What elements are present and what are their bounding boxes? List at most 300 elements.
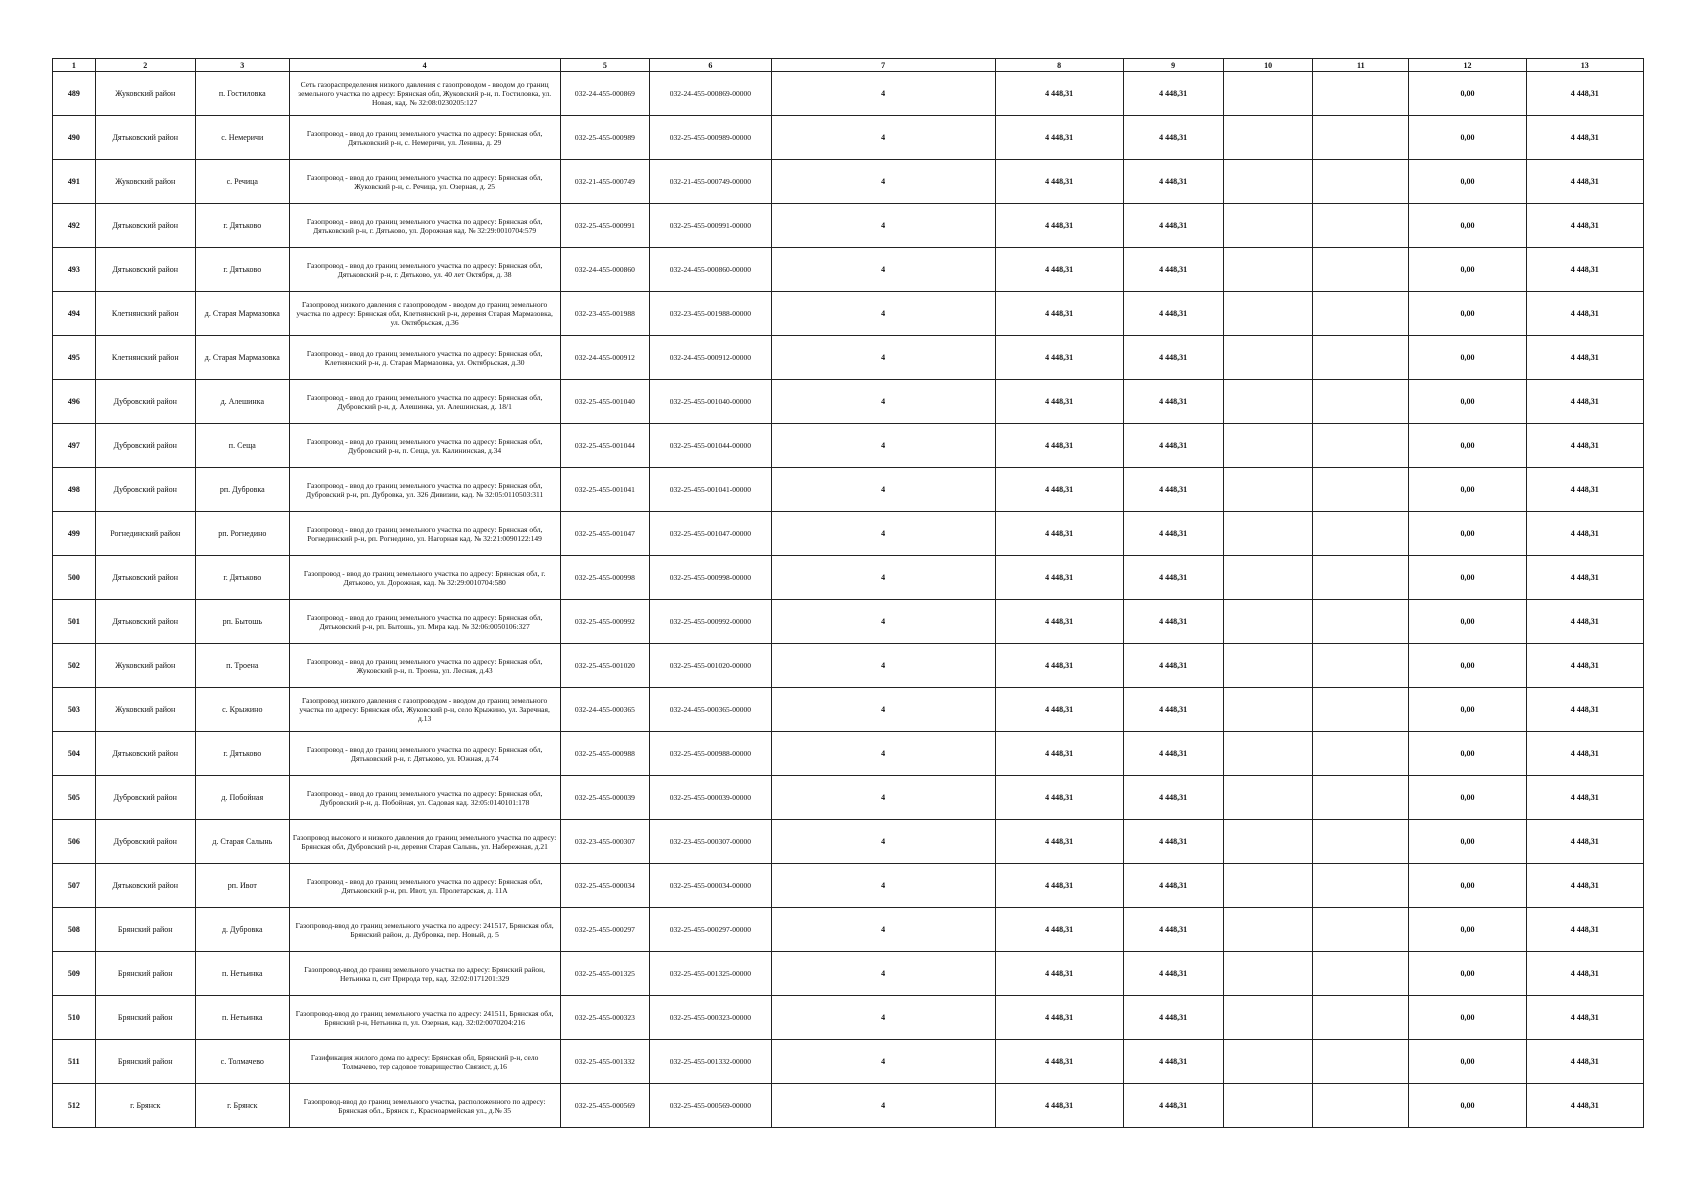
locality-cell: рп. Рогнедино [195,512,289,556]
amount-total-cell: 4 448,31 [1123,248,1223,292]
amount-cell: 4 448,31 [995,864,1123,908]
object-description-cell: Газопровод - ввод до границ земельного участка по адресу: Брянская обл, Дубровский р-н, д. Побойная, ул. Садовая кад. 32:05:0140101:178 [289,776,560,820]
table-row [53,468,1644,512]
col13-cell: 4 448,31 [1526,468,1643,512]
col11-cell [1313,336,1409,380]
row-number: 504 [53,732,96,776]
object-full-code-cell: 032-24-455-000860-00000 [650,248,772,292]
header-row [53,59,1644,72]
locality-cell: г. Брянск [195,1084,289,1128]
district-cell: Жуковский район [95,160,195,204]
col11-cell [1313,1084,1409,1128]
col13-cell: 4 448,31 [1526,732,1643,776]
object-code-cell: 032-25-455-000991 [560,204,650,248]
locality-cell: с. Толмачево [195,1040,289,1084]
row-number: 512 [53,1084,96,1128]
table-row [53,952,1644,996]
object-code-cell: 032-25-455-000039 [560,776,650,820]
amount-total-cell: 4 448,31 [1123,556,1223,600]
object-code-cell: 032-24-455-000912 [560,336,650,380]
amount-cell: 4 448,31 [995,292,1123,336]
object-full-code-cell: 032-23-455-001988-00000 [650,292,772,336]
district-cell: Дятьковский район [95,732,195,776]
col-header-12: 12 [1409,59,1526,72]
col10-cell [1223,336,1313,380]
locality-cell: д. Старая Мармазовка [195,336,289,380]
object-description-cell: Газопровод низкого давления с газопроводом - вводом до границ земельного участка по адресу: Брянская обл, Клетнянский р-н, деревня Старая Мармазовка, ул. Октябрьская, д.36 [289,292,560,336]
col12-cell: 0,00 [1409,160,1526,204]
col10-cell [1223,732,1313,776]
object-description-cell: Газопровод - ввод до границ земельного участка по адресу: Брянская обл, Жуковский р-н, п. Троена, ул. Лесная, д.43 [289,644,560,688]
table-row [53,1040,1644,1084]
col11-cell [1313,512,1409,556]
col7-cell: 4 [771,644,995,688]
district-cell: Дятьковский район [95,116,195,160]
district-cell: Брянский район [95,996,195,1040]
col-header-2: 2 [95,59,195,72]
object-description-cell: Газификация жилого дома по адресу: Брянская обл, Брянский р-н, село Толмачево, тер садовое товарищество Связист, д.16 [289,1040,560,1084]
district-cell: Жуковский район [95,644,195,688]
col7-cell: 4 [771,204,995,248]
locality-cell: д. Алешинка [195,380,289,424]
object-description-cell: Газопровод-ввод до границ земельного участка по адресу: 241511, Брянская обл, Брянский р-н, Нетьинка п, ул. Озерная, кад. 32:02:0070204:216 [289,996,560,1040]
col12-cell: 0,00 [1409,292,1526,336]
amount-total-cell: 4 448,31 [1123,512,1223,556]
col12-cell: 0,00 [1409,1084,1526,1128]
district-cell: Брянский район [95,908,195,952]
row-number: 511 [53,1040,96,1084]
col13-cell: 4 448,31 [1526,908,1643,952]
col7-cell: 4 [771,732,995,776]
col13-cell: 4 448,31 [1526,996,1643,1040]
district-cell: Дятьковский район [95,248,195,292]
table-row [53,248,1644,292]
col-header-7: 7 [771,59,995,72]
col7-cell: 4 [771,248,995,292]
row-number: 489 [53,72,96,116]
col12-cell: 0,00 [1409,512,1526,556]
locality-cell: д. Дубровка [195,908,289,952]
col12-cell: 0,00 [1409,116,1526,160]
table-row [53,116,1644,160]
object-description-cell: Газопровод - ввод до границ земельного участка по адресу: Брянская обл, Дубровский р-н, рп. Дубровка, ул. 326 Дивизии, кад. № 32:05:0110503:311 [289,468,560,512]
row-number: 505 [53,776,96,820]
object-full-code-cell: 032-25-455-001041-00000 [650,468,772,512]
col10-cell [1223,248,1313,292]
row-number: 503 [53,688,96,732]
col10-cell [1223,644,1313,688]
amount-cell: 4 448,31 [995,1084,1123,1128]
amount-total-cell: 4 448,31 [1123,644,1223,688]
col13-cell: 4 448,31 [1526,512,1643,556]
table-row [53,688,1644,732]
col13-cell: 4 448,31 [1526,952,1643,996]
amount-total-cell: 4 448,31 [1123,908,1223,952]
col10-cell [1223,776,1313,820]
col-header-4: 4 [289,59,560,72]
col10-cell [1223,820,1313,864]
amount-cell: 4 448,31 [995,644,1123,688]
object-code-cell: 032-25-455-000323 [560,996,650,1040]
object-full-code-cell: 032-25-455-001332-00000 [650,1040,772,1084]
object-description-cell: Газопровод - ввод до границ земельного участка по адресу: Брянская обл, Дубровский р-н, д. Алешинка, ул. Алешинская, д. 18/1 [289,380,560,424]
col10-cell [1223,160,1313,204]
object-code-cell: 032-25-455-001332 [560,1040,650,1084]
col-header-8: 8 [995,59,1123,72]
col11-cell [1313,204,1409,248]
table-row [53,72,1644,116]
object-full-code-cell: 032-25-455-000569-00000 [650,1084,772,1128]
amount-total-cell: 4 448,31 [1123,732,1223,776]
row-number: 499 [53,512,96,556]
locality-cell: д. Старая Салынь [195,820,289,864]
col7-cell: 4 [771,776,995,820]
locality-cell: д. Старая Мармазовка [195,292,289,336]
col10-cell [1223,72,1313,116]
object-full-code-cell: 032-25-455-000034-00000 [650,864,772,908]
col-header-9: 9 [1123,59,1223,72]
table-row [53,556,1644,600]
object-code-cell: 032-25-455-000998 [560,556,650,600]
col12-cell: 0,00 [1409,820,1526,864]
row-number: 509 [53,952,96,996]
amount-total-cell: 4 448,31 [1123,116,1223,160]
object-description-cell: Газопровод - ввод до границ земельного участка по адресу: Брянская обл, Клетнянский р-н, д. Старая Мармазовка, ул. Октябрьская, д.30 [289,336,560,380]
col12-cell: 0,00 [1409,380,1526,424]
row-number: 495 [53,336,96,380]
row-number: 493 [53,248,96,292]
object-full-code-cell: 032-25-455-001044-00000 [650,424,772,468]
table-row [53,864,1644,908]
amount-total-cell: 4 448,31 [1123,424,1223,468]
locality-cell: г. Дятьково [195,556,289,600]
amount-total-cell: 4 448,31 [1123,688,1223,732]
col10-cell [1223,908,1313,952]
locality-cell: г. Дятьково [195,732,289,776]
object-description-cell: Газопровод - ввод до границ земельного участка по адресу: Брянская обл, Жуковский р-н, с. Речица, ул. Озерная, д. 25 [289,160,560,204]
col13-cell: 4 448,31 [1526,292,1643,336]
col11-cell [1313,908,1409,952]
row-number: 492 [53,204,96,248]
object-full-code-cell: 032-24-455-000869-00000 [650,72,772,116]
col13-cell: 4 448,31 [1526,820,1643,864]
amount-cell: 4 448,31 [995,72,1123,116]
table-row [53,292,1644,336]
col11-cell [1313,776,1409,820]
object-full-code-cell: 032-25-455-001020-00000 [650,644,772,688]
col11-cell [1313,72,1409,116]
locality-cell: с. Немеричи [195,116,289,160]
amount-cell: 4 448,31 [995,468,1123,512]
col7-cell: 4 [771,1040,995,1084]
col11-cell [1313,468,1409,512]
col12-cell: 0,00 [1409,1040,1526,1084]
col11-cell [1313,644,1409,688]
col11-cell [1313,820,1409,864]
object-full-code-cell: 032-24-455-000365-00000 [650,688,772,732]
object-description-cell: Газопровод-ввод до границ земельного участка по адресу: Брянский район, Нетьинка п, снт Природа тер, кад. 32:02:0171201:329 [289,952,560,996]
col7-cell: 4 [771,556,995,600]
object-description-cell: Газопровод - ввод до границ земельного участка по адресу: Брянская обл, Рогнединский р-н, рп. Рогнедино, ул. Нагорная кад. № 32:21:0090122:149 [289,512,560,556]
amount-cell: 4 448,31 [995,556,1123,600]
col7-cell: 4 [771,336,995,380]
col10-cell [1223,468,1313,512]
col13-cell: 4 448,31 [1526,600,1643,644]
amount-total-cell: 4 448,31 [1123,776,1223,820]
amount-cell: 4 448,31 [995,952,1123,996]
col10-cell [1223,380,1313,424]
amount-total-cell: 4 448,31 [1123,72,1223,116]
table-row [53,336,1644,380]
col11-cell [1313,424,1409,468]
col11-cell [1313,1040,1409,1084]
col13-cell: 4 448,31 [1526,248,1643,292]
col11-cell [1313,864,1409,908]
amount-total-cell: 4 448,31 [1123,1040,1223,1084]
district-cell: Дятьковский район [95,864,195,908]
amount-total-cell: 4 448,31 [1123,380,1223,424]
col12-cell: 0,00 [1409,600,1526,644]
object-code-cell: 032-25-455-001041 [560,468,650,512]
object-full-code-cell: 032-25-455-000988-00000 [650,732,772,776]
object-full-code-cell: 032-25-455-000323-00000 [650,996,772,1040]
col13-cell: 4 448,31 [1526,72,1643,116]
col11-cell [1313,556,1409,600]
row-number: 510 [53,996,96,1040]
col10-cell [1223,688,1313,732]
col12-cell: 0,00 [1409,424,1526,468]
col10-cell [1223,600,1313,644]
object-code-cell: 032-25-455-001325 [560,952,650,996]
locality-cell: п. Нетьинка [195,996,289,1040]
object-code-cell: 032-25-455-000297 [560,908,650,952]
registry-sheet [52,58,1644,1128]
row-number: 491 [53,160,96,204]
object-code-cell: 032-25-455-001020 [560,644,650,688]
col11-cell [1313,952,1409,996]
object-code-cell: 032-25-455-000034 [560,864,650,908]
amount-total-cell: 4 448,31 [1123,336,1223,380]
row-number: 490 [53,116,96,160]
col12-cell: 0,00 [1409,72,1526,116]
col13-cell: 4 448,31 [1526,204,1643,248]
object-code-cell: 032-25-455-000992 [560,600,650,644]
object-code-cell: 032-25-455-000569 [560,1084,650,1128]
col13-cell: 4 448,31 [1526,1084,1643,1128]
col7-cell: 4 [771,512,995,556]
amount-cell: 4 448,31 [995,248,1123,292]
col-header-5: 5 [560,59,650,72]
col10-cell [1223,1084,1313,1128]
object-description-cell: Газопровод высокого и низкого давления до границ земельного участка по адресу: Брянская обл, Дубровский р-н, деревня Старая Салынь, ул. Набережная, д.21 [289,820,560,864]
locality-cell: рп. Дубровка [195,468,289,512]
table-body [53,72,1644,1128]
col12-cell: 0,00 [1409,864,1526,908]
district-cell: Жуковский район [95,72,195,116]
object-description-cell: Газопровод - ввод до границ земельного участка по адресу: Брянская обл, Дятьковский р-н, г. Дятьково, ул. Южная, д.74 [289,732,560,776]
object-code-cell: 032-21-455-000749 [560,160,650,204]
col12-cell: 0,00 [1409,468,1526,512]
object-description-cell: Сеть газораспределения низкого давления с газопроводом - вводом до границ земельного участка по адресу: Брянская обл, Жуковский р-н, п. Гостиловка, ул. Новая, кад. № 32:08:0230205:127 [289,72,560,116]
row-number: 498 [53,468,96,512]
object-description-cell: Газопровод - ввод до границ земельного участка по адресу: Брянская обл, г. Дятьково, ул. Дорожная, кад. № 32:29:0010704:580 [289,556,560,600]
object-description-cell: Газопровод - ввод до границ земельного участка по адресу: Брянская обл, Дубровский р-н, п. Сеща, ул. Калининская, д.34 [289,424,560,468]
col7-cell: 4 [771,908,995,952]
locality-cell: д. Побойная [195,776,289,820]
col7-cell: 4 [771,688,995,732]
col7-cell: 4 [771,292,995,336]
object-full-code-cell: 032-25-455-000998-00000 [650,556,772,600]
object-full-code-cell: 032-25-455-001325-00000 [650,952,772,996]
amount-cell: 4 448,31 [995,336,1123,380]
col13-cell: 4 448,31 [1526,864,1643,908]
col12-cell: 0,00 [1409,644,1526,688]
object-description-cell: Газопровод-ввод до границ земельного участка, расположенного по адресу: Брянская обл., Брянск г., Красноармейская ул., д.№ 35 [289,1084,560,1128]
col7-cell: 4 [771,160,995,204]
district-cell: Дубровский район [95,776,195,820]
locality-cell: п. Сеща [195,424,289,468]
col12-cell: 0,00 [1409,556,1526,600]
district-cell: Дятьковский район [95,556,195,600]
row-number: 496 [53,380,96,424]
table-row [53,732,1644,776]
col11-cell [1313,116,1409,160]
amount-total-cell: 4 448,31 [1123,820,1223,864]
object-code-cell: 032-25-455-000989 [560,116,650,160]
table-row [53,424,1644,468]
col12-cell: 0,00 [1409,248,1526,292]
col13-cell: 4 448,31 [1526,776,1643,820]
district-cell: Жуковский район [95,688,195,732]
object-description-cell: Газопровод - ввод до границ земельного участка по адресу: Брянская обл, Дятьковский р-н, рп. Бытошь, ул. Мира кад. № 32:06:0050106:327 [289,600,560,644]
amount-cell: 4 448,31 [995,116,1123,160]
amount-total-cell: 4 448,31 [1123,1084,1223,1128]
district-cell: Дубровский район [95,380,195,424]
amount-cell: 4 448,31 [995,600,1123,644]
amount-cell: 4 448,31 [995,908,1123,952]
district-cell: Дубровский район [95,424,195,468]
col13-cell: 4 448,31 [1526,336,1643,380]
object-description-cell: Газопровод - ввод до границ земельного участка по адресу: Брянская обл, Дятьковский р-н, рп. Ивот, ул. Пролетарская, д. 11А [289,864,560,908]
amount-cell: 4 448,31 [995,732,1123,776]
col10-cell [1223,996,1313,1040]
col7-cell: 4 [771,380,995,424]
object-full-code-cell: 032-25-455-000992-00000 [650,600,772,644]
col11-cell [1313,380,1409,424]
col7-cell: 4 [771,468,995,512]
object-code-cell: 032-25-455-001047 [560,512,650,556]
locality-cell: рп. Ивот [195,864,289,908]
amount-total-cell: 4 448,31 [1123,292,1223,336]
locality-cell: п. Нетьинка [195,952,289,996]
amount-total-cell: 4 448,31 [1123,864,1223,908]
object-description-cell: Газопровод-ввод до границ земельного участка по адресу: 241517, Брянская обл, Брянский район, д. Дубровка, пер. Новый, д. 5 [289,908,560,952]
object-code-cell: 032-25-455-001040 [560,380,650,424]
object-full-code-cell: 032-25-455-001040-00000 [650,380,772,424]
object-full-code-cell: 032-25-455-001047-00000 [650,512,772,556]
col7-cell: 4 [771,996,995,1040]
col10-cell [1223,556,1313,600]
object-code-cell: 032-23-455-000307 [560,820,650,864]
col7-cell: 4 [771,72,995,116]
table-row [53,1084,1644,1128]
col7-cell: 4 [771,1084,995,1128]
locality-cell: г. Дятьково [195,248,289,292]
amount-cell: 4 448,31 [995,380,1123,424]
object-full-code-cell: 032-25-455-000989-00000 [650,116,772,160]
amount-cell: 4 448,31 [995,160,1123,204]
col7-cell: 4 [771,820,995,864]
amount-cell: 4 448,31 [995,688,1123,732]
col10-cell [1223,1040,1313,1084]
object-code-cell: 032-25-455-001044 [560,424,650,468]
district-cell: Рогнединский район [95,512,195,556]
district-cell: Брянский район [95,952,195,996]
table-row [53,380,1644,424]
col-header-1: 1 [53,59,96,72]
amount-cell: 4 448,31 [995,512,1123,556]
object-full-code-cell: 032-23-455-000307-00000 [650,820,772,864]
object-code-cell: 032-23-455-001988 [560,292,650,336]
col-header-10: 10 [1223,59,1313,72]
col7-cell: 4 [771,116,995,160]
district-cell: Клетнянский район [95,292,195,336]
col11-cell [1313,996,1409,1040]
district-cell: Дятьковский район [95,600,195,644]
table-row [53,820,1644,864]
col10-cell [1223,292,1313,336]
amount-total-cell: 4 448,31 [1123,600,1223,644]
object-full-code-cell: 032-25-455-000297-00000 [650,908,772,952]
col10-cell [1223,952,1313,996]
col13-cell: 4 448,31 [1526,380,1643,424]
amount-cell: 4 448,31 [995,776,1123,820]
object-description-cell: Газопровод - ввод до границ земельного участка по адресу: Брянская обл, Дятьковский р-н, г. Дятьково, ул. 40 лет Октября, д. 38 [289,248,560,292]
col12-cell: 0,00 [1409,776,1526,820]
amount-total-cell: 4 448,31 [1123,996,1223,1040]
col12-cell: 0,00 [1409,908,1526,952]
district-cell: Дятьковский район [95,204,195,248]
col7-cell: 4 [771,952,995,996]
table-row [53,644,1644,688]
object-code-cell: 032-24-455-000860 [560,248,650,292]
object-code-cell: 032-25-455-000988 [560,732,650,776]
col12-cell: 0,00 [1409,952,1526,996]
col10-cell [1223,512,1313,556]
row-number: 494 [53,292,96,336]
col12-cell: 0,00 [1409,204,1526,248]
locality-cell: п. Гостиловка [195,72,289,116]
object-description-cell: Газопровод - ввод до границ земельного участка по адресу: Брянская обл, Дятьковский р-н, г. Дятьково, ул. Дорожная кад. № 32:29:0010704:579 [289,204,560,248]
district-cell: Дубровский район [95,820,195,864]
object-full-code-cell: 032-25-455-000039-00000 [650,776,772,820]
amount-total-cell: 4 448,31 [1123,160,1223,204]
col-header-6: 6 [650,59,772,72]
col13-cell: 4 448,31 [1526,556,1643,600]
col10-cell [1223,204,1313,248]
col11-cell [1313,248,1409,292]
amount-total-cell: 4 448,31 [1123,952,1223,996]
col12-cell: 0,00 [1409,732,1526,776]
col13-cell: 4 448,31 [1526,1040,1643,1084]
object-full-code-cell: 032-21-455-000749-00000 [650,160,772,204]
amount-cell: 4 448,31 [995,204,1123,248]
col-header-11: 11 [1313,59,1409,72]
district-cell: г. Брянск [95,1084,195,1128]
col13-cell: 4 448,31 [1526,424,1643,468]
col10-cell [1223,864,1313,908]
col13-cell: 4 448,31 [1526,644,1643,688]
